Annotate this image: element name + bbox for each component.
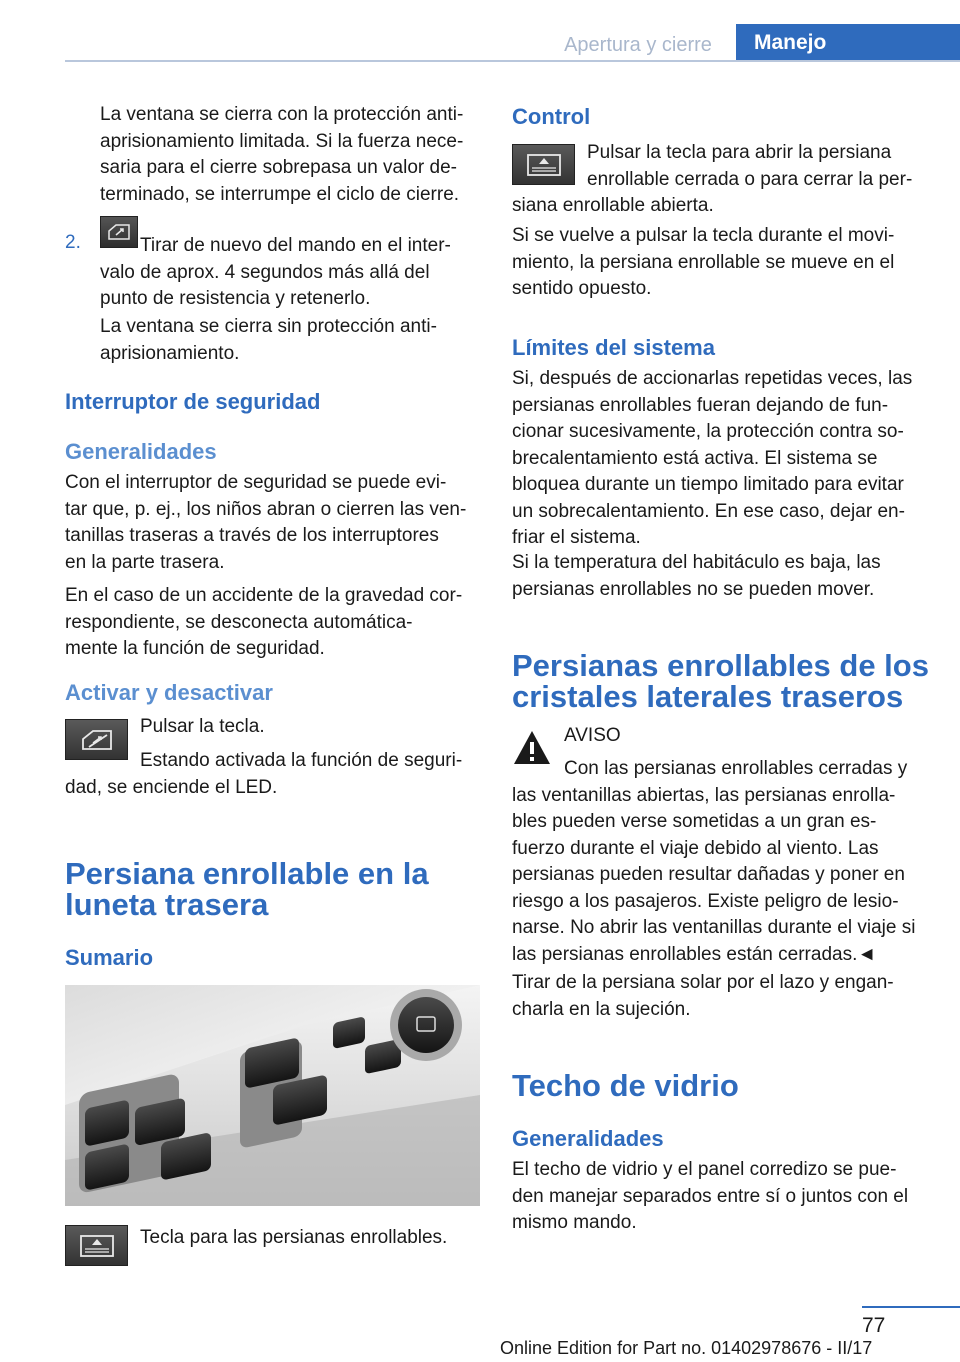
text-line: siana enrollable abierta. [512, 195, 714, 216]
heading-activate: Activar y desactivar [65, 680, 273, 705]
text-line: saria para el cierre sobrepasa un valor de- [100, 157, 457, 178]
page-number: 77 [862, 1314, 886, 1337]
text-line: riesgo a los pasajeros. Existe peligro de lesio- [512, 890, 899, 912]
text-blind-key: Tecla para las persianas enrollables. [140, 1227, 448, 1248]
text-line: La ventana se cierra con la protección anti- [100, 104, 464, 125]
text-line: Si, después de accionarlas repetidas veces, las [512, 368, 913, 389]
text-line: terminado, se interrumpe el ciclo de cierre. [100, 183, 460, 205]
heading-control: Control [512, 104, 591, 129]
text-line: miento, la persiana enrollable se mueve en el [512, 251, 895, 273]
header-rule [65, 60, 960, 62]
edition-note: Online Edition for Part no. 01402978676 - II/17 [500, 1338, 873, 1358]
text-line: bloquea durante un tiempo limitado para evitar [512, 474, 904, 495]
text-line: Si se vuelve a pulsar la tecla durante el movi- [512, 225, 895, 246]
header-tab: Manejo [736, 24, 960, 62]
text-line: En el caso de un accidente de la gravedad cor- [65, 585, 463, 606]
warning-label: AVISO [564, 725, 621, 746]
text-line: brecalentamiento está activa. El sistema se [512, 447, 878, 469]
header-section: Apertura y cierre [564, 34, 712, 56]
paragraph-activate [65, 748, 480, 801]
paragraph-control-2 [512, 223, 927, 303]
text-line: bles pueden verse sometidas a un gran es- [512, 811, 877, 832]
text-line: persianas enrollables fueran dejando de fun- [512, 394, 889, 416]
text-line: Si la temperatura del habitáculo es baja, las [512, 552, 881, 573]
heading-line: Persiana enrollable en la [65, 856, 429, 891]
text-line: cionar sucesivamente, la protección contra so- [512, 421, 904, 442]
text-line: Tirar de nuevo del mando en el inter- [140, 235, 451, 256]
text-line: las persianas enrollables están cerradas.◄ [512, 943, 877, 965]
heading-rear-blind [65, 858, 480, 920]
step-2-text [100, 233, 480, 313]
text-line: aprisionamiento limitada. Si la fuerza nece- [100, 130, 464, 152]
text-line: respondiente, se desconecta automática- [65, 611, 413, 633]
text-line: en la parte trasera. [65, 551, 225, 573]
paragraph-pull-blind [512, 970, 927, 1023]
window-switch-panel-photo [65, 985, 480, 1206]
paragraph-warning [512, 756, 932, 968]
text-line: las ventanillas abiertas, las persianas enrolla- [512, 784, 896, 806]
paragraph-generalities-1 [65, 470, 480, 576]
text-line: tanillas traseras a través de los interruptores [65, 525, 439, 546]
text-line: Pulsar la tecla para abrir la persiana [587, 142, 892, 163]
paragraph-generalities-2 [65, 583, 480, 663]
text-line: friar el sistema. [512, 527, 641, 548]
text-line: La ventana se cierra sin protección anti- [100, 316, 437, 337]
heading-line: cristales laterales traseros [512, 679, 904, 714]
text-line: mismo mando. [512, 1212, 637, 1233]
paragraph-glass-roof [512, 1157, 932, 1237]
text-line: Tirar de la persiana solar por el lazo y engan- [512, 972, 894, 993]
text-line: persianas enrollables no se pueden mover. [512, 578, 875, 600]
paragraph-limits-1 [512, 366, 932, 552]
heading-side-blinds [512, 650, 942, 712]
heading-safety-switch: Interruptor de seguridad [65, 389, 321, 414]
step-number: 2. [65, 232, 81, 253]
footer-rule [862, 1306, 960, 1308]
heading-system-limits: Límites del sistema [512, 335, 715, 360]
heading-line: Persianas enrollables de los [512, 648, 929, 683]
text-line: dad, se enciende el LED. [65, 776, 278, 798]
paragraph-anti-pinch [100, 102, 480, 208]
text-line: fuerzo durante el viaje debido al viento. Las [512, 837, 879, 859]
heading-summary: Sumario [65, 945, 154, 970]
heading-generalities: Generalidades [65, 439, 217, 464]
text-line: enrollable cerrada o para cerrar la per- [587, 168, 913, 190]
text-line: Estando activada la función de seguri- [140, 750, 463, 771]
text-line: un sobrecalentamiento. En ese caso, dejar en- [512, 500, 905, 522]
text-line: Con las persianas enrollables cerradas y [564, 758, 908, 779]
text-line: sentido opuesto. [512, 278, 652, 299]
text-line: El techo de vidrio y el panel corredizo se pue- [512, 1159, 897, 1180]
blind-key-icon [65, 1225, 128, 1266]
text-line: Con el interruptor de seguridad se puede evi- [65, 472, 447, 493]
text-press-key: Pulsar la tecla. [140, 716, 265, 737]
text-line: aprisionamiento. [100, 342, 240, 364]
paragraph-control-1 [512, 140, 927, 220]
heading-glass-roof: Techo de vidrio [512, 1068, 739, 1103]
text-line: valo de aprox. 4 segundos más allá del [100, 261, 430, 283]
heading-generalities-roof: Generalidades [512, 1126, 664, 1151]
text-line: persianas pueden resultar dañadas y poner en [512, 864, 905, 885]
paragraph-limits-2 [512, 550, 927, 603]
text-line: den manejar separados entre sí o juntos con el [512, 1185, 909, 1207]
step-2-result [100, 314, 480, 367]
text-line: tar que, p. ej., los niños abran o cierren las ven- [65, 498, 467, 520]
text-line: mente la función de seguridad. [65, 638, 325, 659]
text-line: charla en la sujeción. [512, 998, 691, 1020]
text-line: punto de resistencia y retenerlo. [100, 288, 371, 309]
heading-line: luneta trasera [65, 887, 269, 922]
text-line: narse. No abrir las ventanillas durante el viaje si [512, 917, 916, 938]
